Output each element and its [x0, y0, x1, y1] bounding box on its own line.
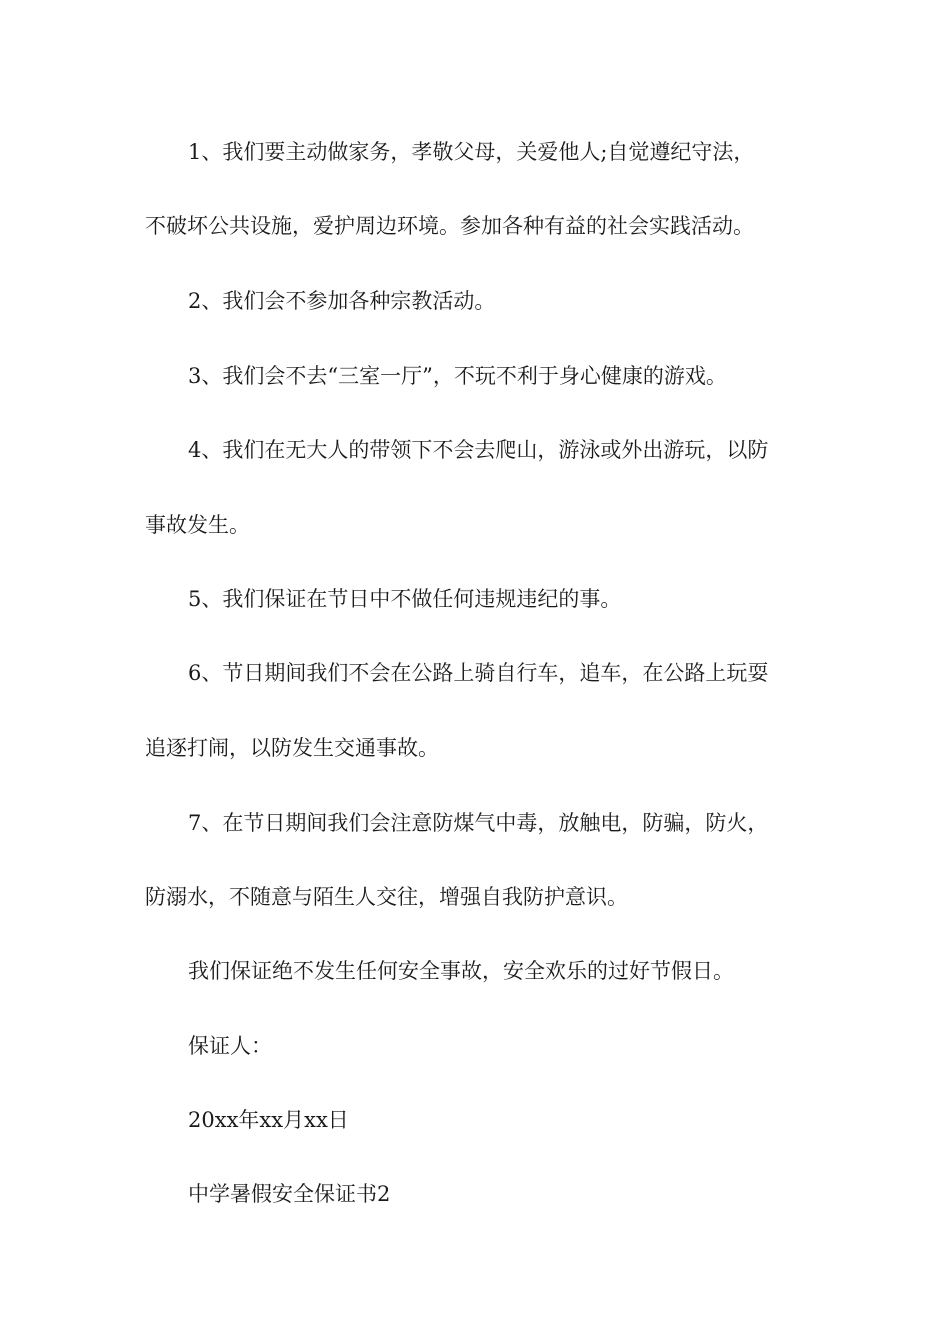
paragraph-closing: 我们保证绝不发生任何安全事故，安全欢乐的过好节假日。	[188, 959, 734, 983]
paragraph-item-1-line-2: 不破坏公共设施，爱护周边环境。参加各种有益的社会实践活动。	[145, 214, 754, 238]
paragraph-item-4-line-2: 事故发生。	[145, 513, 250, 537]
paragraph-item-4-line-1: 4、我们在无大人的带领下不会去爬山，游泳或外出游玩，以防	[188, 438, 769, 462]
guarantor-label: 保证人：	[188, 1034, 272, 1058]
paragraph-item-3: 3、我们会不去“三室一厅”，不玩不利于身心健康的游戏。	[188, 364, 727, 388]
paragraph-item-6-line-2: 追逐打闹，以防发生交通事故。	[145, 736, 439, 760]
paragraph-item-2: 2、我们会不参加各种宗教活动。	[188, 289, 496, 313]
paragraph-item-1-line-1: 1、我们要主动做家务，孝敬父母，关爱他人;自觉遵纪守法，	[188, 140, 755, 164]
paragraph-item-7-line-1: 7、在节日期间我们会注意防煤气中毒，放触电，防骗，防火，	[188, 811, 769, 835]
paragraph-item-6-line-1: 6、节日期间我们不会在公路上骑自行车，追车，在公路上玩耍	[188, 661, 769, 685]
paragraph-item-5: 5、我们保证在节日中不做任何违规违纪的事。	[188, 587, 622, 611]
next-section-title: 中学暑假安全保证书2	[188, 1182, 391, 1206]
paragraph-item-7-line-2: 防溺水，不随意与陌生人交往，增强自我防护意识。	[145, 885, 628, 909]
date-line: 20xx年xx月xx日	[188, 1108, 349, 1132]
